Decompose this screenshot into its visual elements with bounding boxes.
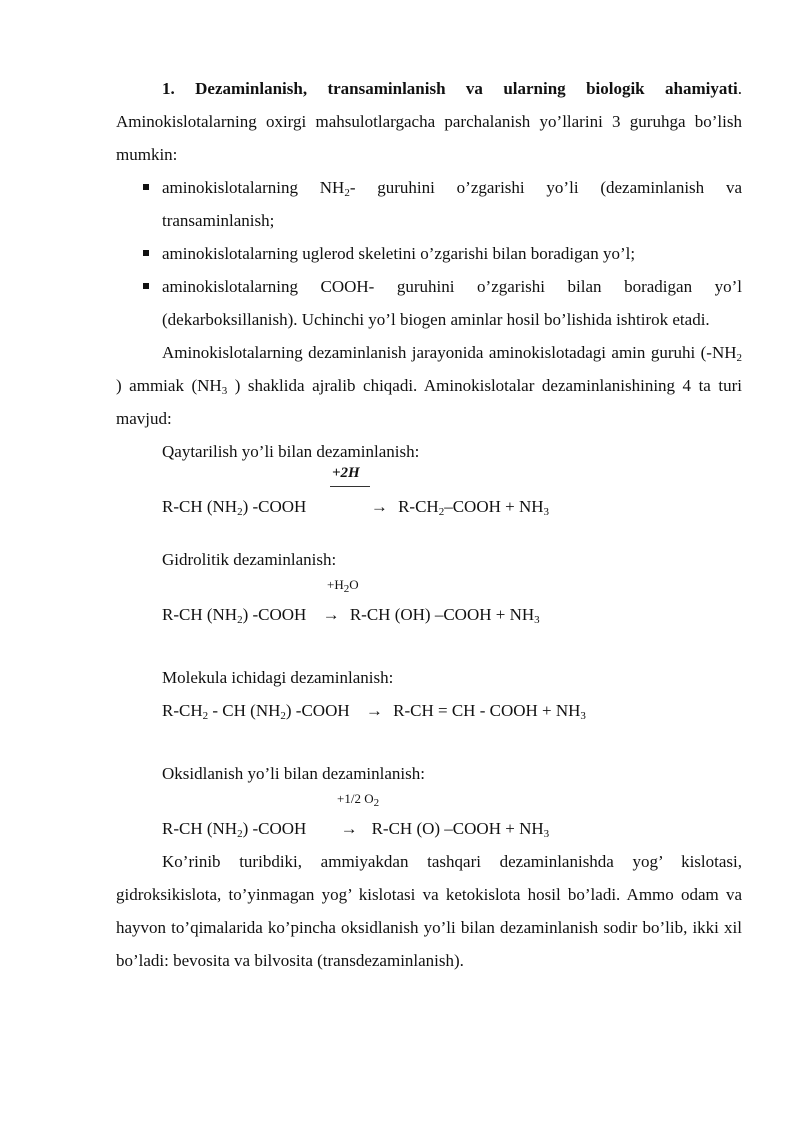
arrow-icon: → <box>365 701 383 720</box>
reaction-condition: $+H_2O$ <box>327 577 359 595</box>
reaction-oxidative <box>116 757 742 845</box>
list-item: aminokislotalarning $NH_2-$ guruhini o’zgarishi yo’li (dezaminlanish va transaminlanish; <box>116 171 742 237</box>
document-page <box>116 72 742 977</box>
arrow-icon: → <box>322 605 340 624</box>
reaction-title: Molekula ichidagi dezaminlanish: <box>162 668 394 687</box>
heading-title: Dezaminlanish, transaminlanish va ularning biologik ahamiyati <box>195 79 738 98</box>
conclusion-paragraph: Ko’rinib turibdiki, ammiyakdan tashqari dezaminlanishda yog’ kislotasi, gidroksikislota, to’yinmagan yog’ kislotasi va ketokislota hosil bo’ladi. Ammo odam va hayvon to’qimalarida ko’pincha oksidlanish yo’li bilan dezaminlanish sodir bo’lib, ikki xil bo’ladi: bevosita va bilvosita (transdezaminlanish). <box>116 852 742 970</box>
heading-number: 1. <box>162 79 175 98</box>
reaction-hydrolytic <box>116 543 742 631</box>
bullet-icon <box>143 283 149 289</box>
reaction-condition: +1/2 $O_2$ <box>337 791 380 809</box>
reaction-equation: R-CH $(NH_2)$ -COOH → R-CH (O) –COOH + $NH_3$ <box>162 812 742 845</box>
intro-text: Aminokislotalarning oxirgi mahsulotlargacha parchalanish yo’llarini 3 guruhga bo’lish mumkin: <box>116 112 742 164</box>
reaction-equation: R-CH $(NH_2)$ -COOH → R-CH (OH) –COOH + $NH_3$ <box>162 598 742 631</box>
arrow-icon: → <box>340 819 358 838</box>
list-item: aminokislotalarning uglerod skeletini o’zgarishi bilan boradigan yo’l; <box>116 237 742 270</box>
reaction-intramolecular <box>116 661 742 727</box>
section-heading <box>116 72 742 171</box>
reaction-equation: $R-CH_2$ - CH $(NH_2)$ -COOH → R-CH = CH - COOH + $NH_3$ <box>162 694 742 727</box>
deamination-paragraph: Aminokislotalarning dezaminlanish jarayonida aminokislotadagi amin guruhi ($-NH_2$ ) ammiak ($NH_3$ ) shaklida ajralib chiqadi. Aminokislotalar dezaminlanishining 4 ta turi mavjud: <box>116 343 742 428</box>
reaction-reductive <box>116 435 742 523</box>
reaction-equation: R-CH $(NH_2)$ -COOH → $R-CH_2$–COOH + $NH_3$ <box>162 490 742 523</box>
reaction-title: Qaytarilish yo’li bilan dezaminlanish: <box>162 442 420 461</box>
list-item: aminokislotalarning COOH- guruhini o’zgarishi bilan boradigan yo’l (dekarboksillanish). Uchinchi yo’l biogen aminlar hosil bo’lishida ishtirok etadi. <box>116 270 742 336</box>
pathway-list <box>116 171 742 336</box>
bullet-icon <box>143 184 149 190</box>
reaction-title: Gidrolitik dezaminlanish: <box>162 550 337 569</box>
reaction-title: Oksidlanish yo’li bilan dezaminlanish: <box>162 764 425 783</box>
heading-period: . <box>737 79 743 98</box>
condition-bar <box>330 486 370 487</box>
reaction-condition: +2H <box>162 468 742 490</box>
arrow-icon: → <box>370 497 388 516</box>
bullet-icon <box>143 250 149 256</box>
